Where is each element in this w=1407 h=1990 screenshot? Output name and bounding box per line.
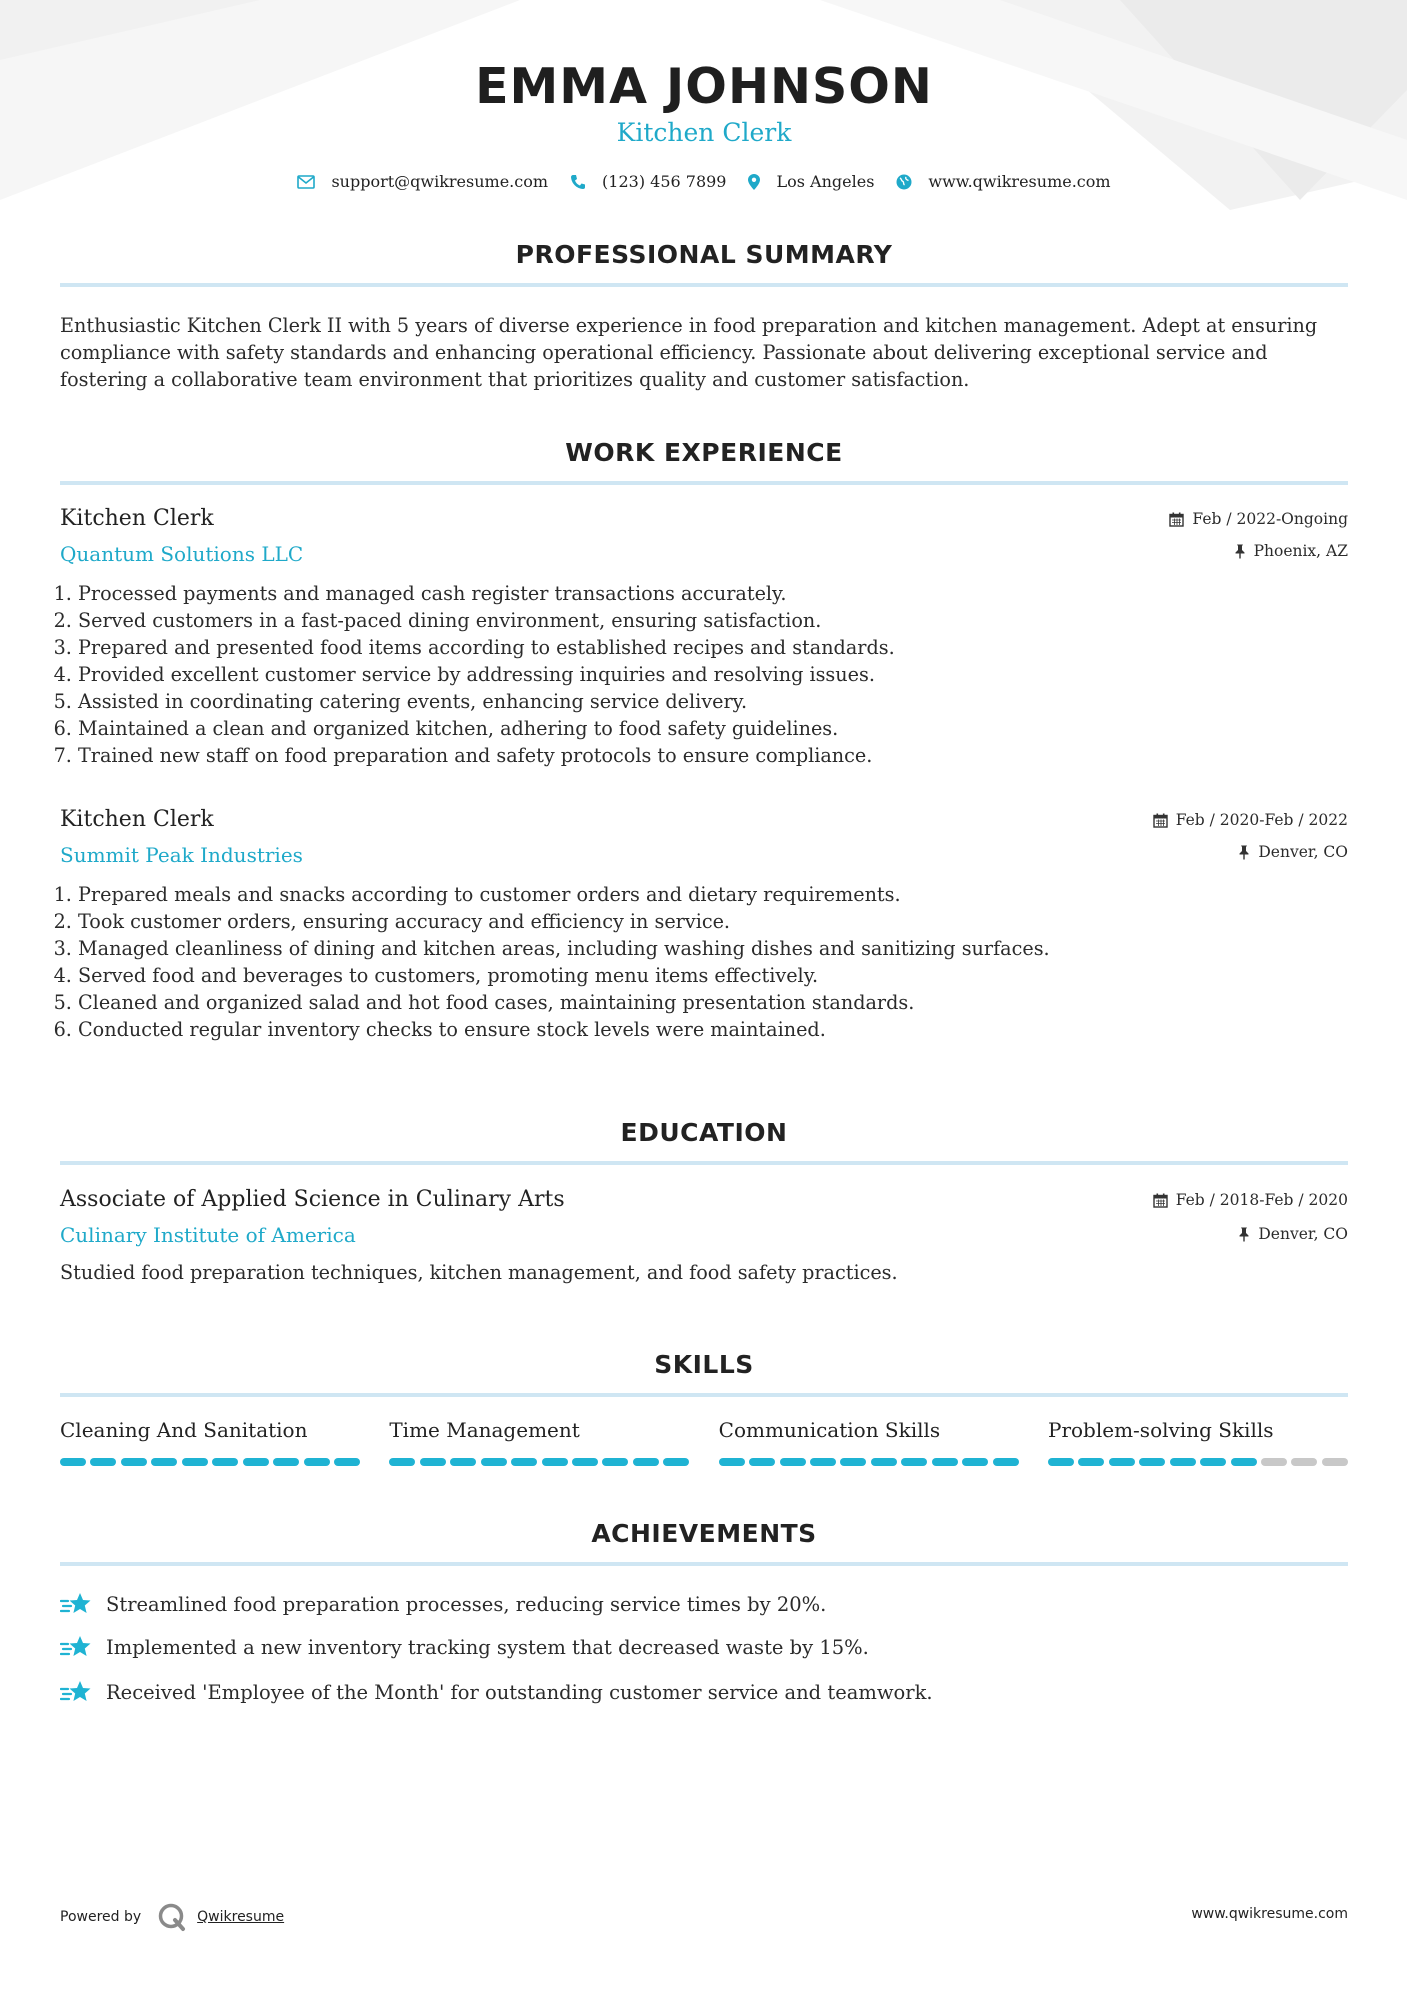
contact-email-text: support@qwikresume.com — [331, 172, 549, 191]
list-item: 6. Conducted regular inventory checks to ensure stock levels were maintained. — [78, 1016, 1050, 1043]
contact-phone[interactable] — [570, 172, 726, 191]
skill-dot-filled — [182, 1458, 208, 1466]
skill-dot-filled — [993, 1458, 1019, 1466]
skill-dot-filled — [1048, 1458, 1074, 1466]
brand-link[interactable]: Qwikresume — [197, 1909, 285, 1925]
education-school: Culinary Institute of America — [60, 1223, 356, 1247]
job-bullet-list — [60, 881, 1050, 1043]
job-location — [1234, 542, 1348, 560]
job-bullet-list — [60, 580, 895, 769]
education-location-text: Denver, CO — [1258, 1225, 1348, 1243]
candidate-title: Kitchen Clerk — [616, 118, 792, 147]
skill-dot-filled — [810, 1458, 836, 1466]
pushpin-icon — [1234, 544, 1246, 559]
skill-rating — [60, 1458, 360, 1466]
skill-dot-empty — [1291, 1458, 1317, 1466]
skill-dot-filled — [572, 1458, 598, 1466]
candidate-name: EMMA JOHNSON — [475, 58, 933, 115]
section-divider — [60, 1562, 1348, 1566]
skill-name: Problem-solving Skills — [1047, 1418, 1274, 1442]
skill-dot-filled — [871, 1458, 897, 1466]
achievement-item — [60, 1678, 1348, 1706]
achievement-text: Received 'Employee of the Month' for outstanding customer service and teamwork. — [106, 1680, 933, 1704]
calendar-icon — [1153, 813, 1168, 828]
section-divider — [60, 283, 1348, 287]
education-dates — [1153, 1191, 1348, 1209]
job-dates — [1153, 811, 1348, 829]
education-location — [1238, 1225, 1348, 1243]
list-item: 2. Served customers in a fast-paced dining environment, ensuring satisfaction. — [78, 607, 895, 634]
section-title-education: EDUCATION — [620, 1118, 788, 1147]
qwikresume-logo-icon — [157, 1902, 187, 1932]
skill-name: Communication Skills — [718, 1418, 941, 1442]
skill-rating — [1048, 1458, 1348, 1466]
job-location — [1238, 843, 1348, 861]
powered-by-label: Powered by — [60, 1909, 142, 1925]
list-item: 1. Processed payments and managed cash register transactions accurately. — [78, 580, 895, 607]
skill-dot-filled — [633, 1458, 659, 1466]
skill-dot-filled — [212, 1458, 238, 1466]
section-divider — [60, 1161, 1348, 1165]
section-title-summary: PROFESSIONAL SUMMARY — [515, 240, 893, 269]
footer-website[interactable]: www.qwikresume.com — [1191, 1906, 1348, 1922]
skill-dot-filled — [1170, 1458, 1196, 1466]
shooting-star-icon — [60, 1633, 92, 1661]
mail-icon — [297, 175, 315, 189]
list-item: 4. Provided excellent customer service by addressing inquiries and resolving issues. — [78, 661, 895, 688]
job-location-text: Phoenix, AZ — [1253, 542, 1348, 560]
education-degree: Associate of Applied Science in Culinary Arts — [60, 1187, 565, 1212]
skill-dot-filled — [840, 1458, 866, 1466]
job-dates-text: Feb / 2022-Ongoing — [1192, 510, 1348, 528]
achievement-item — [60, 1633, 1348, 1661]
skill-dot-filled — [1139, 1458, 1165, 1466]
skill-dot-filled — [273, 1458, 299, 1466]
job-title: Kitchen Clerk — [60, 807, 214, 832]
skill-dot-filled — [60, 1458, 86, 1466]
skill-dot-filled — [542, 1458, 568, 1466]
list-item: 4. Served food and beverages to customers, promoting menu items effectively. — [78, 962, 1050, 989]
list-item: 5. Cleaned and organized salad and hot food cases, maintaining presentation standards. — [78, 989, 1050, 1016]
skill-dot-empty — [1261, 1458, 1287, 1466]
section-title-achievements: ACHIEVEMENTS — [591, 1519, 817, 1548]
skill-dot-filled — [420, 1458, 446, 1466]
shooting-star-icon — [60, 1678, 92, 1706]
skill-dot-filled — [1109, 1458, 1135, 1466]
list-item: 3. Managed cleanliness of dining and kitchen areas, including washing dishes and sanitizing surfaces. — [78, 935, 1050, 962]
job-title: Kitchen Clerk — [60, 506, 214, 531]
contact-location — [748, 172, 874, 191]
skill-item — [1048, 1418, 1348, 1466]
skill-dot-filled — [304, 1458, 330, 1466]
skill-dot-filled — [389, 1458, 415, 1466]
list-item: 2. Took customer orders, ensuring accuracy and efficiency in service. — [78, 908, 1050, 935]
skills-list — [60, 1418, 1348, 1466]
job-dates-text: Feb / 2020-Feb / 2022 — [1175, 811, 1348, 829]
calendar-icon — [1169, 512, 1184, 527]
skill-dot-filled — [901, 1458, 927, 1466]
job-company: Summit Peak Industries — [60, 843, 303, 867]
map-pin-icon — [748, 174, 760, 190]
skill-dot-filled — [1078, 1458, 1104, 1466]
skill-name: Time Management — [389, 1418, 580, 1442]
education-dates-text: Feb / 2018-Feb / 2020 — [1175, 1191, 1348, 1209]
skill-dot-filled — [151, 1458, 177, 1466]
achievement-text: Streamlined food preparation processes, reducing service times by 20%. — [106, 1592, 827, 1616]
contact-website[interactable] — [896, 172, 1110, 191]
section-title-work: WORK EXPERIENCE — [565, 438, 843, 467]
skill-dot-filled — [121, 1458, 147, 1466]
job-location-text: Denver, CO — [1258, 843, 1348, 861]
contact-bar — [60, 172, 1348, 191]
contact-location-text: Los Angeles — [776, 172, 875, 191]
job-dates — [1169, 510, 1348, 528]
section-divider — [60, 1393, 1348, 1397]
skill-dot-filled — [962, 1458, 988, 1466]
education-description: Studied food preparation techniques, kitchen management, and food safety practices. — [60, 1261, 898, 1284]
skill-dot-empty — [1322, 1458, 1348, 1466]
achievement-item — [60, 1590, 1348, 1618]
skill-dot-filled — [450, 1458, 476, 1466]
contact-website-text: www.qwikresume.com — [928, 172, 1111, 191]
skill-item — [719, 1418, 1019, 1466]
skill-dot-filled — [780, 1458, 806, 1466]
skill-rating — [389, 1458, 689, 1466]
achievement-text: Implemented a new inventory tracking system that decreased waste by 15%. — [106, 1635, 869, 1659]
shooting-star-icon — [60, 1590, 92, 1618]
summary-text: Enthusiastic Kitchen Clerk II with 5 years of diverse experience in food preparation and kitchen management. Adept at ensuring compliance with safety standards and enhancing operational efficiency. Passionate about delivering exceptional service and fostering a collaborative team environment that prioritizes quality and customer satisfaction. — [60, 314, 1318, 391]
skill-dot-filled — [90, 1458, 116, 1466]
pushpin-icon — [1238, 845, 1250, 860]
pushpin-icon — [1238, 1227, 1250, 1242]
skill-dot-filled — [749, 1458, 775, 1466]
skill-dot-filled — [334, 1458, 360, 1466]
skill-item — [389, 1418, 689, 1466]
header-background-decoration — [0, 0, 1407, 230]
footer-powered-by — [60, 1902, 284, 1932]
globe-icon — [896, 174, 912, 190]
list-item: 1. Prepared meals and snacks according to customer orders and dietary requirements. — [78, 881, 1050, 908]
list-item: 3. Prepared and presented food items according to established recipes and standards. — [78, 634, 895, 661]
skill-name: Cleaning And Sanitation — [60, 1418, 308, 1442]
skill-dot-filled — [932, 1458, 958, 1466]
skill-dot-filled — [1200, 1458, 1226, 1466]
section-title-skills: SKILLS — [654, 1350, 754, 1379]
job-company: Quantum Solutions LLC — [60, 542, 304, 566]
section-divider — [60, 481, 1348, 485]
skill-dot-filled — [719, 1458, 745, 1466]
skill-dot-filled — [602, 1458, 628, 1466]
skill-dot-filled — [243, 1458, 269, 1466]
skill-dot-filled — [511, 1458, 537, 1466]
skill-dot-filled — [663, 1458, 689, 1466]
skill-dot-filled — [481, 1458, 507, 1466]
list-item: 5. Assisted in coordinating catering events, enhancing service delivery. — [78, 688, 895, 715]
calendar-icon — [1153, 1193, 1168, 1208]
list-item: 6. Maintained a clean and organized kitchen, adhering to food safety guidelines. — [78, 715, 895, 742]
contact-email[interactable] — [297, 172, 548, 191]
skill-dot-filled — [1231, 1458, 1257, 1466]
skill-item — [60, 1418, 360, 1466]
contact-phone-text: (123) 456 7899 — [602, 172, 727, 191]
skill-rating — [719, 1458, 1019, 1466]
list-item: 7. Trained new staff on food preparation and safety protocols to ensure compliance. — [78, 742, 895, 769]
phone-icon — [570, 174, 586, 190]
